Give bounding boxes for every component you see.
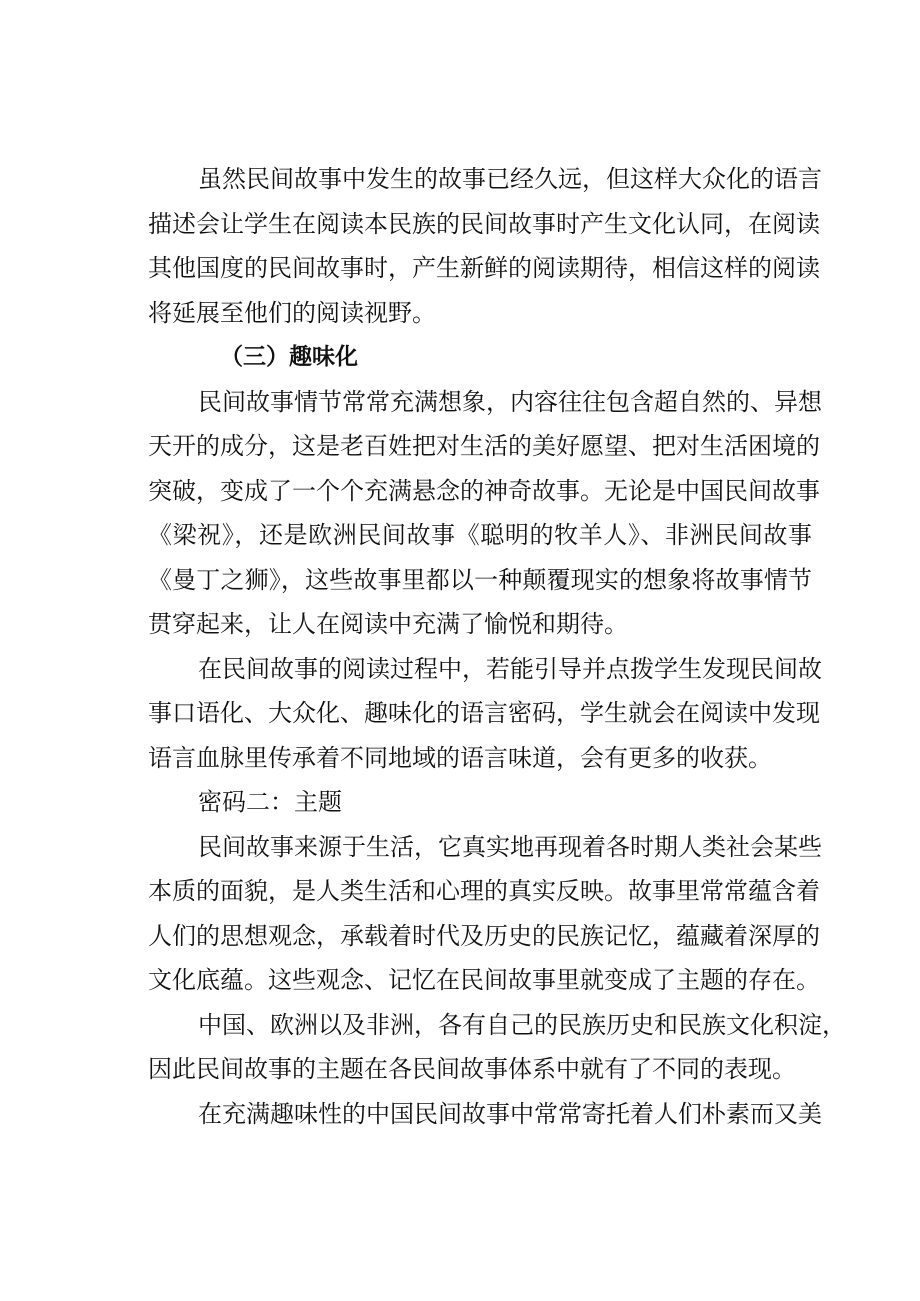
text-line: 事口语化、大众化、趣味化的语言密码，学生就会在阅读中发现: [148, 699, 820, 727]
text-line: 突破，变成了一个个充满悬念的神奇故事。无论是中国民间故事: [148, 476, 820, 505]
text-line: 语言血脉里传承着不同地域的语言味道，会有更多的收获。: [148, 743, 772, 772]
text-line: 因此民间故事的主题在各民间故事体系中就有了不同的表现。: [148, 1055, 796, 1083]
text-line: 描述会让学生在阅读本民族的民间故事时产生文化认同，在阅读: [148, 209, 820, 238]
paragraph: [148, 1092, 822, 1137]
text-line: 民间故事来源于生活，它真实地再现着各时期人类社会某些: [198, 832, 822, 861]
text-line: 《梁祝》，还是欧洲民间故事《聪明的牧羊人》、非洲民间故事: [148, 521, 812, 549]
paragraph: [148, 380, 822, 647]
text-line: 中国、欧洲以及非洲，各有自己的民族历史和民族文化积淀，: [198, 1010, 846, 1039]
paragraph: [148, 1003, 846, 1092]
text-line: 将延展至他们的阅读视野。: [148, 298, 436, 327]
section-heading: 密码二：主题: [198, 788, 342, 816]
text-line: 本质的面貌，是人类生活和心理的真实反映。故事里常常蕴含着: [148, 877, 820, 905]
paragraph: [148, 647, 822, 781]
subheading: （三）趣味化: [220, 344, 358, 370]
text-line: 在民间故事的阅读过程中，若能引导并点拨学生发现民间故: [198, 654, 822, 683]
text-line: 文化底蕴。这些观念、记忆在民间故事里就变成了主题的存在。: [148, 966, 820, 994]
paragraph: [148, 157, 822, 335]
text-line: 贯穿起来，让人在阅读中充满了愉悦和期待。: [148, 610, 628, 638]
text-line: 在充满趣味性的中国民间故事中常常寄托着人们朴素而又美: [198, 1099, 822, 1128]
text-line: 虽然民间故事中发生的故事已经久远，但这样大众化的语言: [198, 165, 822, 193]
document-page: [148, 157, 846, 1136]
text-line: 天开的成分，这是老百姓把对生活的美好愿望、把对生活困境的: [148, 432, 820, 460]
text-line: 民间故事情节常常充满想象，内容往往包含超自然的、异想: [198, 387, 822, 416]
text-line: 《曼丁之狮》，这些故事里都以一种颠覆现实的想象将故事情节: [148, 565, 812, 594]
text-line: 人们的思想观念，承载着时代及历史的民族记忆，蕴藏着深厚的: [148, 921, 820, 950]
paragraph: [148, 825, 822, 1003]
text-line: 其他国度的民间故事时，产生新鲜的阅读期待，相信这样的阅读: [148, 254, 820, 282]
